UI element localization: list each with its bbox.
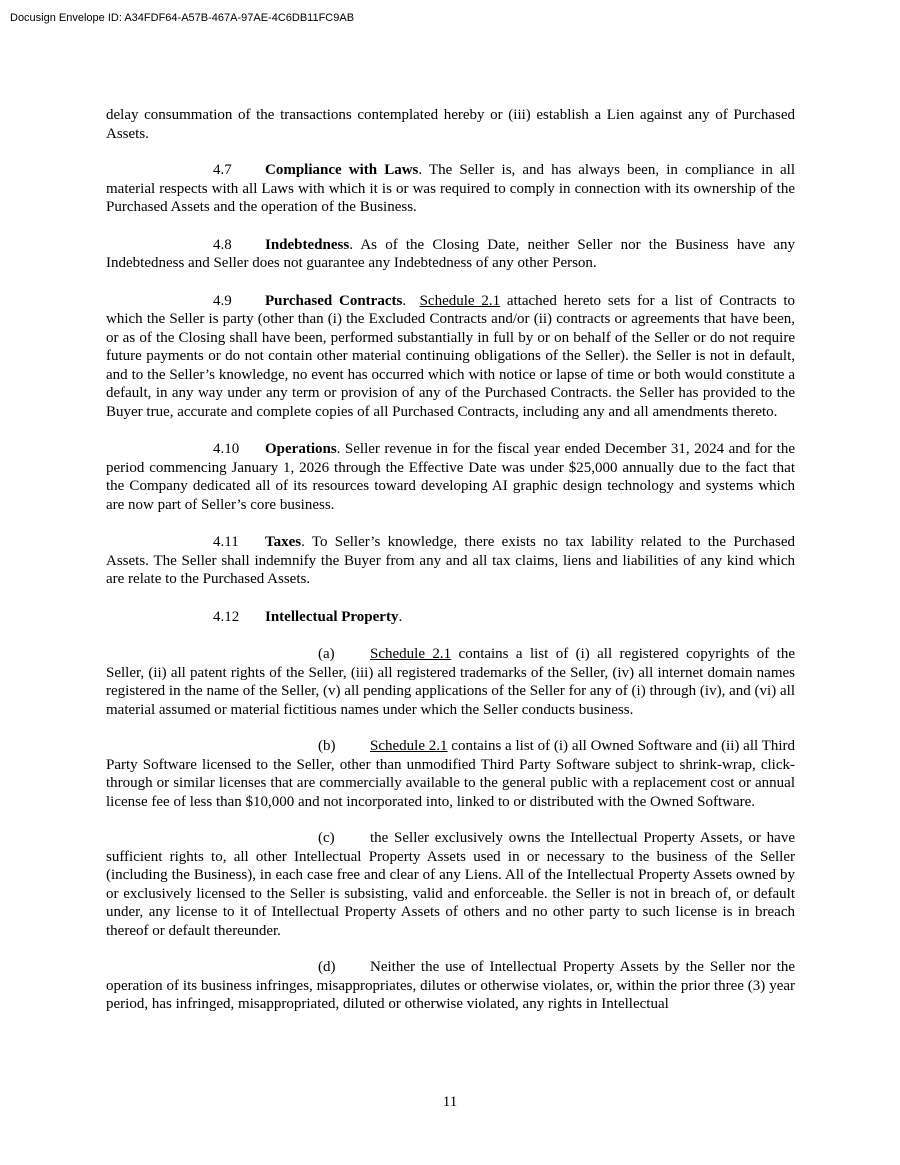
section-heading: Purchased Contracts: [265, 292, 403, 309]
subsection-text: Neither the use of Intellectual Property Assets by the Seller nor the operation of its business infringes, misappropriates, dilutes or otherwise violates, or, within the prior three (3) year period, has infringed, misappropriated, diluted or otherwise violated, any rights in Intellectual: [106, 959, 795, 1012]
subsection-number: (d): [318, 959, 336, 975]
section-number: 4.12: [213, 608, 240, 625]
subsection-number: (b): [318, 738, 336, 754]
section-number: 4.11: [213, 534, 239, 550]
subsection-text: the Seller exclusively owns the Intellectual Property Assets, or have sufficient rights to, all other Intellectual Property Assets used in or necessary to the business of the Seller (including the Business), in each case free and clear of any Liens. All of the Intellectual Property Assets owned by or exclusively licensed to the Seller is subsisting, valid and enforceable. the Seller is not in breach of, or default under, any license to it of Intellectual Property Assets of others and no other party to such license is in breach thereof or default thereunder.: [106, 830, 795, 939]
section-4-8: [106, 236, 795, 273]
subsection-number: (c): [318, 830, 335, 846]
section-4-10: [106, 440, 795, 514]
subsection-a: [106, 645, 795, 719]
subsection-text: contains a list of (i) all Owned Software and (ii) all Third Party Software licensed to the Seller, other than unmodified Third Party Software subject to shrink-wrap, click-through or similar licenses that are commercially available to the general public with a replacement cost or annual license fee of less than $10,000 and not incorporated into, linked to or distributed with the Owned Software.: [106, 738, 795, 810]
page-number: 11: [442, 1094, 458, 1110]
section-heading: Compliance with Laws: [265, 162, 419, 178]
schedule-reference: Schedule 2.1: [370, 738, 448, 754]
section-number: 4.7: [213, 162, 232, 178]
section-separator: .: [402, 292, 420, 309]
subsection-b: [106, 737, 795, 811]
section-4-7: [106, 161, 795, 217]
section-number: 4.10: [213, 441, 240, 457]
subsection-d: [106, 958, 795, 1014]
document-body: [106, 106, 795, 1032]
section-heading: Operations: [265, 441, 337, 457]
section-4-11: [106, 533, 795, 589]
section-heading: Intellectual Property: [265, 608, 399, 625]
subsection-c: [106, 829, 795, 940]
section-4-12: [106, 608, 795, 627]
section-text: . As of the Closing Date, neither Seller nor the Business have any Indebtedness and Seller does not guarantee any Indebtedness of any other Person.: [106, 236, 795, 271]
subsection-number: (a): [318, 646, 335, 662]
section-text: . To Seller’s knowledge, there exists no tax lability related to the Purchased Assets. The Seller shall indemnify the Buyer from any and all tax claims, liens and liabilities of any kind which are relate to the Purchased Assets.: [106, 534, 795, 587]
section-text: attached hereto sets for a list of Contracts to which the Seller is party (other than (i) the Excluded Contracts and/or (ii) contracts or agreements that have been, or as of the Closing shall have been, performed substantially in full by or on behalf of the Seller or do not require future payments or do not contain other material continuing obligations of the Seller). the Seller is not in default, and to the Seller’s knowledge, no event has occurred which with notice or lapse of time or both would constitute a default, in any way under any term or provision of any of the Purchased Contracts. the Seller has provided to the Buyer true, accurate and complete copies of all Purchased Contracts, including any and all amendments thereto.: [106, 292, 796, 420]
subsection-text: contains a list of (i) all registered copyrights of the Seller, (ii) all patent rights of the Seller, (iii) all registered trademarks of the Seller, (iv) all internet domain names registered in the name of the Seller, (v) all pending applications of the Seller for any of (i) through (iv), and (vi) all material assumed or material fictitious names under which the Seller conducts business.: [106, 646, 796, 718]
section-number: 4.8: [213, 236, 232, 253]
intro-paragraph: delay consummation of the transactions contemplated hereby or (iii) establish a Lien against any of Purchased Assets.: [106, 107, 795, 142]
section-heading: Taxes: [265, 534, 302, 550]
schedule-reference: Schedule 2.1: [419, 292, 501, 309]
docusign-envelope-id: Docusign Envelope ID: A34FDF64-A57B-467A-97AE-4C6DB11FC9AB: [10, 12, 355, 24]
section-text: .: [398, 608, 403, 625]
section-number: 4.9: [213, 292, 232, 309]
section-4-9: [106, 292, 795, 422]
section-heading: Indebtedness: [265, 236, 350, 253]
schedule-reference: Schedule 2.1: [370, 646, 452, 662]
section-text: . The Seller is, and has always been, in compliance in all material respects with all Laws with which it is or was required to comply in connection with its ownership of the Purchased Assets and the operation of the Business.: [106, 162, 795, 215]
section-text: . Seller revenue in for the fiscal year ended December 31, 2024 and for the period commencing January 1, 2026 through the Effective Date was under $25,000 annually due to the fact that the Company dedicated all of its resources toward developing AI graphic design technology and systems which are now part of Seller’s core business.: [106, 441, 795, 513]
